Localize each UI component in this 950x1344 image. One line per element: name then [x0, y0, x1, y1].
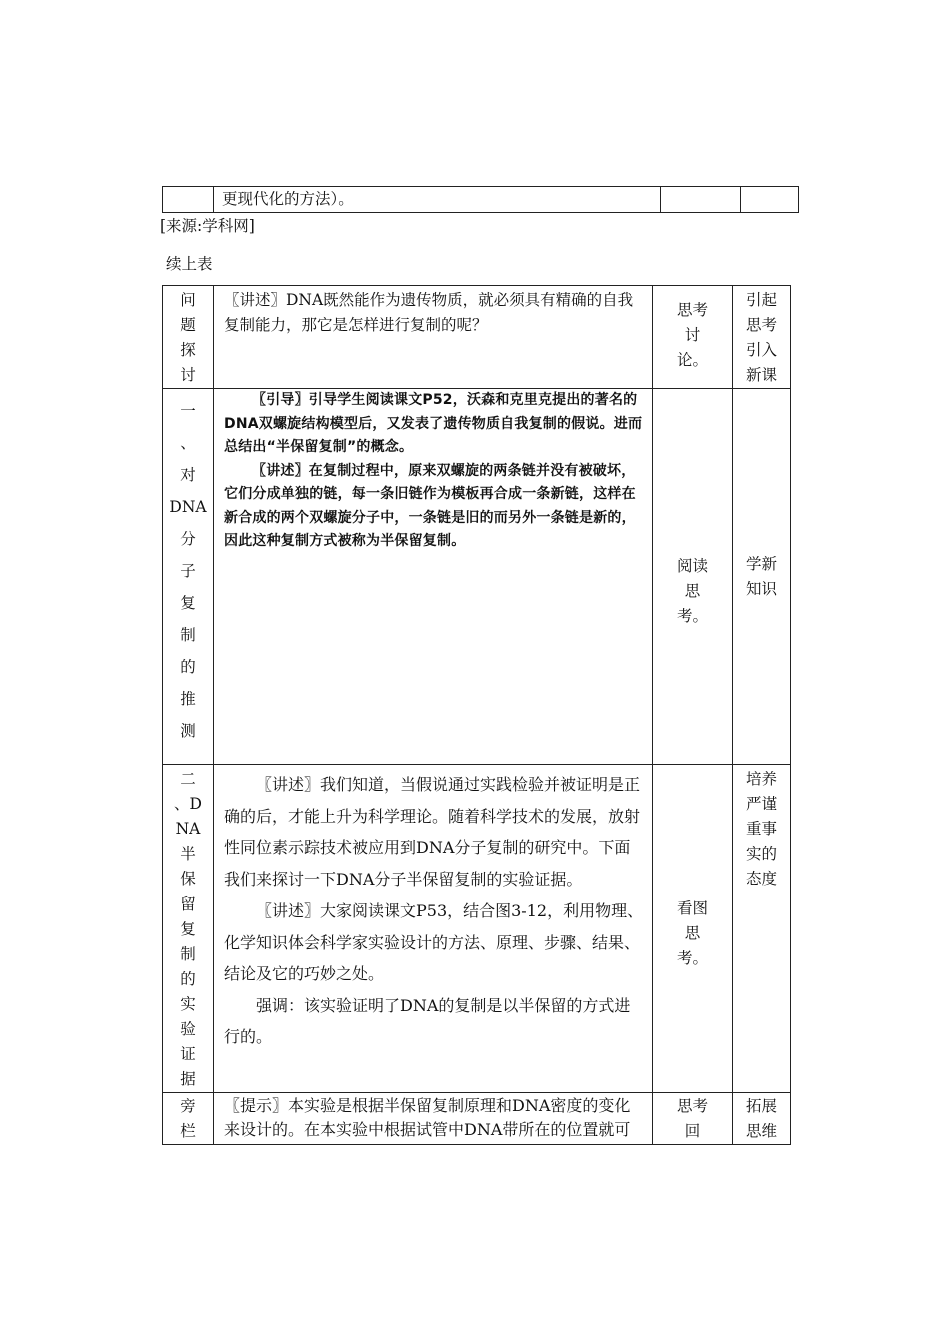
row-content: 〖提示〗本实验是根据半保留复制原理和DNA密度的变化来设计的。在本实验中根据试管中DNA带所在的位置就可 — [224, 1096, 631, 1139]
row-content: 更现代化的方法）。 — [222, 190, 354, 208]
table-row — [163, 187, 799, 213]
student-activity: 思考 回 — [653, 1093, 733, 1145]
table-cell — [741, 187, 799, 213]
row-title: 一 、 对 DNA 分 子 复 制 的 推 测 — [163, 389, 214, 765]
continued-label: 续上表 — [166, 255, 213, 273]
row-content-cell — [214, 765, 653, 1093]
previous-table-tail — [162, 186, 799, 213]
row-content-cell — [214, 1093, 653, 1145]
paragraph: 〖讲述〗在复制过程中，原来双螺旋的两条链并没有被破坏，它们分成单独的链，每一条旧链作为模板再合成一条新链，这样在新合成的两个双螺旋分子中，一条链是旧的而另外一条链是新的，因此这种复制方式被称为半保留复制。 — [224, 462, 636, 549]
lesson-table — [162, 285, 791, 1145]
paragraph: 〖讲述〗我们知道，当假说通过实践检验并被证明是正确的后，才能上升为科学理论。随着科学技术的发展，放射性同位素示踪技术被应用到DNA分子复制的研究中。下面我们来探讨一下DNA分子半保留复制的实验证据。 — [224, 775, 641, 889]
paragraph: 〖讲述〗大家阅读课文P53，结合图3-12，利用物理、化学知识体会科学家实验设计的方法、原理、步骤、结果、结论及它的巧妙之处。 — [224, 901, 644, 983]
design-intent: 拓展 思维 — [733, 1093, 791, 1145]
table-row — [163, 286, 791, 389]
paragraph: 〖引导〗引导学生阅读课文P52，沃森和克里克提出的著名的DNA双螺旋结构模型后，又发表了遗传物质自我复制的假说。进而总结出“半保留复制”的概念。 — [224, 392, 643, 455]
table-row — [163, 389, 791, 765]
table-row — [163, 1093, 791, 1145]
design-intent: 学新 知识 — [733, 389, 791, 765]
row-title: 旁 栏 — [163, 1093, 214, 1145]
design-intent: 培养 严谨 重事 实的 态度 — [733, 765, 791, 1093]
student-activity: 思考 讨 论。 — [653, 286, 733, 389]
paragraph: 强调：该实验证明了DNA的复制是以半保留的方式进行的。 — [224, 995, 631, 1046]
student-activity: 看图 思 考。 — [653, 765, 733, 1093]
student-activity: 阅读 思 考。 — [653, 389, 733, 765]
design-intent: 引起 思考 引入 新课 — [733, 286, 791, 389]
row-content-cell — [214, 389, 653, 765]
table-cell — [163, 187, 214, 213]
row-title: 问 题 探 讨 — [163, 286, 214, 389]
row-content: 〖讲述〗DNA既然能作为遗传物质，就必须具有精确的自我复制能力，那它是怎样进行复制的呢？ — [224, 291, 634, 334]
table-cell — [214, 187, 661, 213]
row-title: 二 、D NA 半 保 留 复 制 的 实 验 证 据 — [163, 765, 214, 1093]
table-cell — [661, 187, 741, 213]
source-note: [来源:学科网] — [160, 217, 255, 235]
row-content-cell — [214, 286, 653, 389]
table-row — [163, 765, 791, 1093]
